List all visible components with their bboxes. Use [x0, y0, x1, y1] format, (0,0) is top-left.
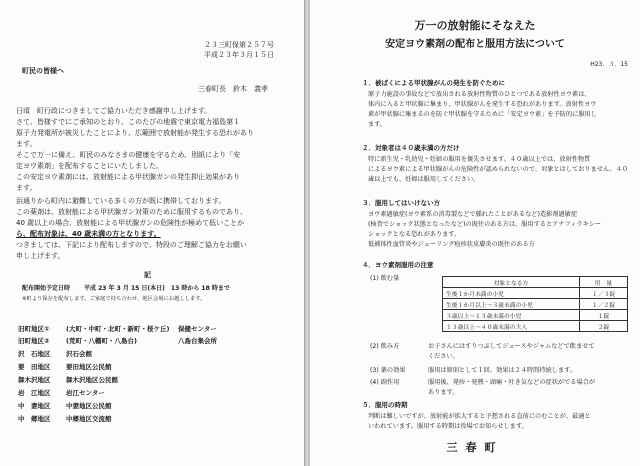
page-title-line2: 安定ヨウ素剤の配布と服用方法について — [385, 39, 565, 50]
section-line: によるヨウ素による甲状腺がんの危険性が認められないので、対象とはしておりません。４０ — [368, 166, 629, 173]
addressee: 町民の皆様へ — [22, 67, 64, 75]
body-line: 日頃 町行政につきましてご協力いただき感謝申し上げます。 — [16, 107, 212, 115]
how-label: (2) 飲み方 — [370, 343, 400, 350]
cell-amount: １／３錠 — [580, 288, 628, 299]
section-heading: ３．服用してはいけない方 — [362, 199, 440, 207]
ki-heading: 記 — [144, 271, 151, 279]
doc-number: ２３三町保第２５７号 — [204, 41, 274, 49]
section-line: 素が甲状腺に集まるのを防ぐ甲状腺を守るために「安定ヨウ素」を予防的に服用し — [368, 111, 597, 118]
dept-name: 中 妻地区 — [18, 402, 51, 410]
section-line: 低補体性血管炎やジューリング疱疹状皮膚炎の既往のある方 — [368, 241, 535, 248]
distribution-value: 平成 23 年 3 月 15 日(本日) 13 時から 18 時まで — [84, 285, 230, 292]
section-heading: ４．ヨウ素剤服用の注意 — [362, 261, 434, 269]
side-effect-line: 服用後、発疹・発熱・頭痛・吐き気などの症状がでる場合が — [428, 379, 596, 386]
effect-value: 服用は原則として１回。効果は２４時間持続します。 — [428, 367, 577, 374]
section-line: 歳以上でも、妊婦は服用してください。 — [368, 176, 480, 183]
dept-name: 中 郷地区 — [18, 415, 51, 423]
dept-area: 要田地区公民館 — [66, 363, 112, 371]
section-line: ヨウ素過敏症(ヨウ素系の消毒製などで腫れたことがあるなど)造影剤過敏症 — [368, 211, 578, 218]
how-line: お子さんにはすりつぶしてジュースやジャムなどで飲ませて — [428, 343, 595, 350]
body-line: 浜通りから町内に避難している多くの方が既に携帯しております。 — [16, 197, 226, 205]
section-line: ショックとなる恐れがあります。 — [368, 231, 461, 238]
section-heading: ５．服用の時期 — [362, 401, 408, 409]
dose-table — [442, 276, 628, 332]
body-line: さて、皆様すでにご承知のとおり、このたびの地震で東京電力福島第１ — [16, 118, 241, 126]
table-row — [443, 310, 628, 321]
dose-label: (1) 飲む量 — [370, 275, 400, 282]
dept-name: 旧町地区② — [18, 337, 50, 345]
cell-target: 生後１か月未満の小児 — [443, 288, 580, 299]
cell-amount: １／２錠 — [580, 299, 628, 310]
body-line: 定ヨウ素剤」を配布することにいたしました。 — [16, 162, 163, 170]
cell-target: ３歳以上～１３歳未満の小児 — [443, 310, 580, 321]
body-line-emphasis: ら、配布対象は、40 歳未満の方となります。 — [16, 230, 161, 238]
dept-area: (大町・中町・北町・新町・桜ケ丘) — [66, 325, 170, 333]
table-header-row — [443, 277, 628, 288]
cell-amount: １錠 — [580, 310, 628, 321]
section-line: 原子力施設の事故などで放出される放射性物質のひとつである放射性ヨウ素は、 — [368, 91, 591, 98]
how-line: ください。 — [428, 353, 459, 360]
table-row — [443, 321, 628, 332]
cell-target: １３歳以上～４０歳未満の大人 — [443, 321, 580, 332]
dept-name: 旧町地区① — [18, 325, 50, 333]
body-line: この安定ヨウ素剤には、放射能による甲状腺ガンの発生抑止効果があり — [16, 173, 240, 181]
distribution-note: ※町より保存を配布します。ご家庭で持ち合わせ、地区会場にお越しします。 — [22, 296, 206, 302]
section-line: 特に新生児・乳幼児・妊婦の服用を優先させます。４０歳以上では、放射性物質 — [368, 156, 591, 163]
cell-target: 生後１か月以上～３歳未満の小児 — [443, 299, 580, 310]
dept-area: 沢石会館 — [66, 350, 92, 358]
body-line: 原子力発電所が被災したことにより、広範囲で放射能が発生する恐れがあり — [16, 129, 254, 137]
dept-area: 中妻地区公民館 — [66, 402, 112, 410]
effect-label: (3) 薬の効果 — [370, 367, 406, 374]
section-line: 体内に入ると甲状腺に集まり、甲状腺がんを発生する恐れがあります。放射性ヨウ — [368, 101, 597, 108]
left-page — [0, 0, 304, 466]
dept-venue: 保健センター — [178, 325, 217, 333]
distribution-label: 配布開始予定日時 — [22, 285, 71, 292]
dept-name: 御木沢地区 — [18, 376, 51, 384]
header-target: 対象となる方 — [443, 277, 580, 288]
dept-area: (荒町・八幡町・八島台) — [66, 337, 137, 345]
body-line: そこで万一に備え、町民のみなさまの健康を守るため、別紙により「安 — [16, 151, 241, 159]
section-line: (検査でショック状態となったなど)の既往のある方は、服用するとアナフィラキシー — [368, 221, 602, 228]
section-line: ます。 — [368, 121, 387, 128]
table-row — [443, 299, 628, 310]
section-heading: １．被ばくによる甲状腺がんの発生を防ぐために — [362, 79, 505, 87]
signature: 三春町 — [446, 441, 504, 454]
dept-name: 沢 石地区 — [18, 350, 51, 358]
header-amount: 用 量 — [580, 277, 628, 288]
page-title-line1: 万一の放射能にそなえた — [414, 19, 536, 32]
body-line: ます。 — [16, 140, 37, 148]
section-line: いわれています。服用する時期は役場でお知らせします。 — [368, 423, 528, 430]
dept-area: 中郷地区交流館 — [66, 415, 112, 423]
body-line: 申し上げます。 — [16, 252, 65, 260]
section-line: 判断は難しいですが、放射能が拡大すると予想される直前にのむことが、最適と — [368, 413, 591, 420]
side-effect-line: あります。 — [428, 389, 459, 396]
dept-area: 岩江センター — [66, 389, 105, 397]
dept-area: 御木沢地区公民館 — [66, 376, 118, 384]
table-row — [443, 288, 628, 299]
dept-name: 岩 江地区 — [18, 389, 51, 397]
cell-amount: ２錠 — [580, 321, 628, 332]
doc-date: 平成２３年３月１５日 — [204, 51, 274, 59]
body-line: この薬剤は、放射能による甲状腺ガン対策のために服用するものであり、 — [16, 208, 247, 216]
body-line: ます。 — [16, 184, 37, 192]
body-line: つきましては、下記により配布しますので、特段のご理解ご協力をお願い — [16, 241, 247, 249]
doc-date-right: H23．３．15 — [590, 61, 628, 68]
body-line: 40 歳以上の場合、放射能による甲状腺ガンの危険性が極めて低いことか — [16, 219, 245, 227]
side-effect-label: (4) 副作用 — [370, 379, 400, 386]
sender: 三春町長 鈴木 義孝 — [198, 85, 268, 93]
dept-venue: 八島台集会所 — [178, 337, 217, 345]
right-page — [310, 0, 640, 466]
section-heading: ２．対象者は４０歳未満の方だけ — [362, 144, 460, 152]
dept-name: 要 田地区 — [18, 363, 51, 371]
